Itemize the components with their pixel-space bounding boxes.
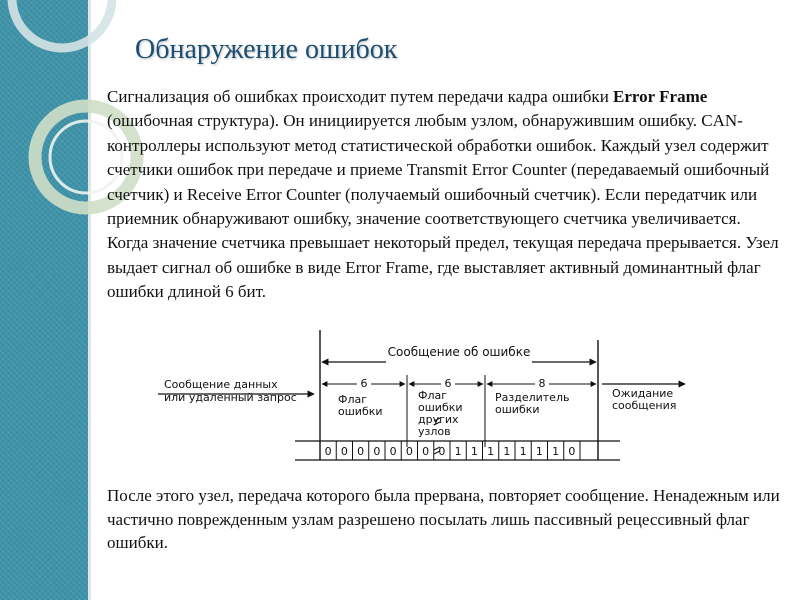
body-paragraph-1 (107, 85, 782, 305)
bit-value: 1 (503, 445, 511, 458)
right-label-line-1: Ожидание (612, 387, 674, 400)
bit-value: 0 (405, 445, 413, 458)
bit-value: 0 (324, 445, 332, 458)
bit-value: 1 (519, 445, 527, 458)
right-label-line-2: сообщения (612, 399, 677, 412)
segment-3-label-2: ошибки (495, 403, 540, 416)
bit-value: 1 (552, 445, 560, 458)
bit-value: 0 (340, 445, 348, 458)
left-label-line-1: Сообщение данных (164, 378, 278, 391)
bit-value: 0 (422, 445, 430, 458)
segment-1-count: 6 (360, 377, 368, 390)
body-paragraph-2: После этого узел, передача которого была прервана, повторяет сообщение. Ненадежным или частично поврежденным узлам разрешено посылать лишь пассивный рецессивный флаг ошибки. (107, 486, 780, 552)
paragraph-1-rest: (ошибочная структура). Он инициируется любым узлом, обнаружившим ошибку. CAN-контроллеры используют метод статистической обработки ошибок. Каждый узел содержит счетчики ошибок при передаче и приеме Transmit Error Counter (передаваемый ошибочный счетчик) и Receive Error Counter (получаемый ошибочный счетчик). Если передатчик или приемник обнаруживают ошибку, значение соответствующего счетчика увеличивается. Когда значение счетчика превышает некоторый предел, текущая передача прерывается. Узел выдает сигнал об ошибке в виде Error Frame, где выставляет активный доминантный флаг ошибки длиной 6 бит. (107, 111, 779, 302)
segment-2-label-4: узлов (418, 425, 451, 438)
error-frame-diagram (150, 325, 790, 475)
segment-3-label-1: Разделитель (495, 391, 570, 404)
bit-value: 1 (454, 445, 462, 458)
segment-2-label-1: Флаг (418, 389, 448, 402)
segment-2-label-3: других (418, 413, 459, 426)
bit-value: 1 (535, 445, 543, 458)
paragraph-1-lead: Сигнализация об ошибках происходит путем передачи кадра ошибки (107, 87, 614, 106)
bit-value: 0 (568, 445, 576, 458)
segment-2-label-2: ошибки (418, 401, 463, 414)
diagram-header: Сообщение об ошибке (387, 345, 531, 359)
segment-3-count: 8 (538, 377, 546, 390)
segment-2-count: 6 (444, 377, 452, 390)
segment-1-label-2: ошибки (338, 405, 383, 418)
bit-value: 0 (357, 445, 365, 458)
left-label-line-2: или удаленный запрос (164, 391, 297, 404)
bit-value: 0 (389, 445, 397, 458)
bit-strip (320, 441, 580, 460)
bit-value: 1 (470, 445, 478, 458)
bit-value: 0 (438, 445, 446, 458)
bit-value: 1 (487, 445, 495, 458)
bit-value: 0 (373, 445, 381, 458)
segment-1-label-1: Флаг (338, 393, 368, 406)
term-error-frame: Error Frame (613, 87, 708, 106)
slide-title: Обнаружение ошибок (135, 34, 398, 65)
